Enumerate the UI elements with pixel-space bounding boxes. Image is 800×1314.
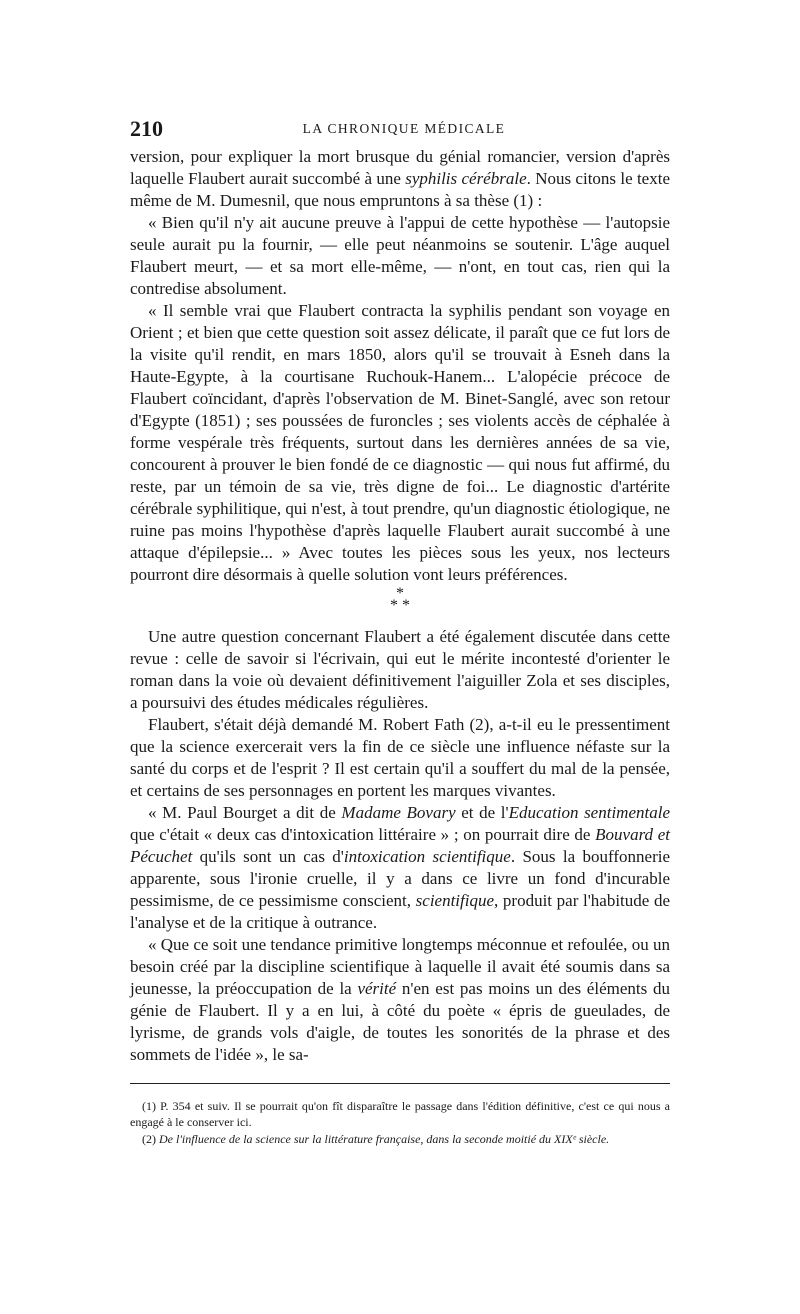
paragraph-continuation: version, pour expliquer la mort brusque du génial romancier, version d'après laquelle Flaubert aurait succombé à une syphilis cérébrale. Nous citons le texte même de M. Dumesnil, que nous empruntons à sa thèse (1) : bbox=[130, 147, 670, 210]
page-header bbox=[130, 116, 678, 142]
paragraph-quote-1: « Bien qu'il n'y ait aucune preuve à l'appui de cette hypothèse — l'autopsie seule aurait pu la fournir, — elle peut néanmoins se soutenir. L'âge auquel Flaubert meurt, — et sa mort elle-même, — n'ont, en tout cas, rien qui la contredise absolument. bbox=[130, 213, 670, 298]
paragraph-question: Une autre question concernant Flaubert a été également discutée dans cette revue : celle de savoir si l'écrivain, qui eut le mérite incontesté d'orienter le roman dans la voie où devaient définitivement l'aiguiller Zola et ses disciples, a poursuivi des études médicales régulières. bbox=[130, 627, 670, 712]
footnote-rule bbox=[130, 1083, 670, 1084]
footnote-2: (2) De l'influence de la science sur la littérature française, dans la seconde moitié du XIXᵉ siècle. bbox=[142, 1132, 610, 1146]
paragraph-quote-2: « Il semble vrai que Flaubert contracta la syphilis pendant son voyage en Orient ; et bien que cette question soit assez délicate, il paraît que ce fut lors de la visite qu'il rendit, en mars 1850, alors qu'il se trouvait à Esneh dans la Haute-Egypte, à la courtisane Ruchouk-Hanem... L'alopécie précoce de Flaubert coïncidant, d'après l'observation de M. Binet-Sanglé, avec son retour d'Egypte (1851) ; ses poussées de furoncles ; ses violents accès de céphalée à forme vespérale très fréquents, surtout dans les dernières années de sa vie, concourent à prouver le bien fondé de ce diagnostic — qui nous fut affirmé, du reste, par un témoin de sa vie, très digne de foi... Le diagnostic d'artérite cérébrale syphilitique, qui n'est, à tout prendre, qu'un diagnostic étiologique, ne ruine pas moins l'hypothèse d'après laquelle Flaubert aurait succombé à une attaque d'épilepsie... » Avec toutes les pièces sous les yeux, nos lecteurs pourront dire désormais à quelle solution vont leurs préférences. bbox=[130, 301, 670, 584]
paragraph-bourget: « M. Paul Bourget a dit de Madame Bovary et de l'Education sentimentale que c'était « deux cas d'intoxication littéraire » ; on pourrait dire de Bouvard et Pécuchet qu'ils sont un cas d'intoxication scientifique. Sous la bouffonnerie apparente, sous l'ironie cruelle, il y a dans ce livre un fond d'incurable pessimisme, de ce pessimisme conscient, scientifique, produit par l'habitude de l'analyse et de la critique à outrance. bbox=[130, 803, 671, 932]
lower-text-block bbox=[130, 626, 670, 1066]
page-number: 210 bbox=[130, 116, 163, 141]
paragraph-fath: Flaubert, s'était déjà demandé M. Robert Fath (2), a-t-il eu le pressentiment que la science exercerait vers la fin de ce siècle une influence néfaste sur la santé du corps et de l'esprit ? Il est certain qu'il a souffert du mal de la pensée, et certains de ses personnages en portent les marques vivantes. bbox=[130, 715, 670, 800]
running-title: LA CHRONIQUE MÉDICALE bbox=[302, 121, 506, 136]
footnote-1: (1) P. 354 et suiv. Il se pourrait qu'on fît disparaître le passage dans l'édition définitive, c'est ce qui nous a engagé à le conserver ici. bbox=[130, 1099, 670, 1129]
paragraph-verite: « Que ce soit une tendance primitive longtemps méconnue et refoulée, ou un besoin créé par la discipline scientifique à laquelle il avait été soumis dans sa jeunesse, la préoccupation de la vérité n'en est pas moins un des éléments du génie de Flaubert. Il y a en lui, à côté du poète « épris de gueulades, de lyrisme, de grands vols d'aigle, de toutes les sonorités de la phrase et des sommets de l'idée », le sa- bbox=[130, 935, 670, 1064]
upper-text-block bbox=[130, 146, 670, 586]
section-separator-asterism: * * * bbox=[390, 585, 410, 614]
footnotes bbox=[130, 1099, 670, 1150]
